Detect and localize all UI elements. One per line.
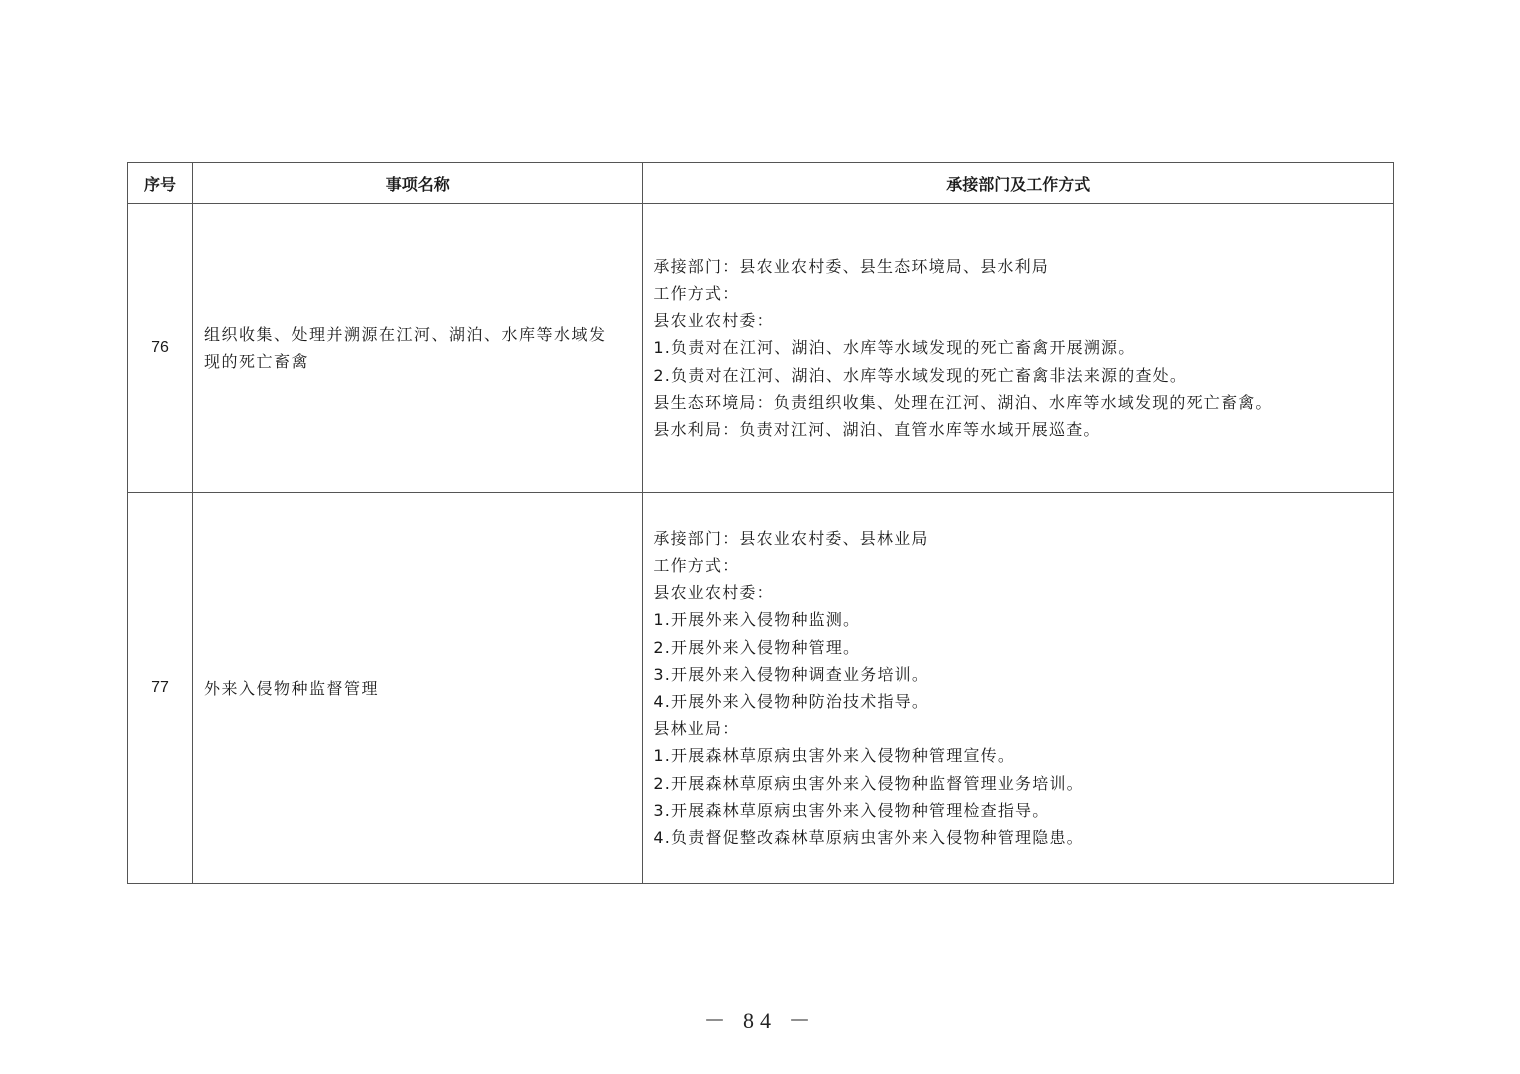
table-header-row	[128, 163, 1394, 204]
matter-name-line: 组织收集、处理并溯源在江河、湖泊、水库等水域发	[204, 325, 607, 344]
dept-line: 4.负责督促整改森林草原病虫害外来入侵物种管理隐患。	[653, 828, 1084, 848]
dept-line: 1.开展外来入侵物种监测。	[653, 610, 861, 630]
header-department-and-method: 承接部门及工作方式	[643, 163, 1394, 204]
row-serial-number: 76	[128, 204, 193, 493]
dept-line: 县生态环境局：负责组织收集、处理在江河、湖泊、水库等水域发现的死亡畜禽。	[653, 392, 1273, 412]
row-matter-name	[193, 204, 643, 493]
header-serial-number: 序号	[128, 163, 193, 204]
row-department-method	[643, 204, 1394, 493]
table-row	[128, 493, 1394, 884]
page-number: － 84 －	[703, 1008, 817, 1033]
dept-line: 承接部门：县农业农村委、县生态环境局、县水利局	[653, 256, 1049, 276]
table-row	[128, 204, 1394, 493]
dept-line: 2.开展外来入侵物种管理。	[653, 637, 861, 657]
matter-name-line: 外来入侵物种监督管理	[204, 678, 380, 698]
matters-table	[127, 162, 1394, 884]
row-department-method	[643, 493, 1394, 884]
dept-line: 4.开展外来入侵物种防治技术指导。	[653, 692, 930, 711]
dept-line: 县水利局：负责对江河、湖泊、直管水库等水域开展巡查。	[653, 420, 1101, 439]
dept-line: 县林业局：	[653, 719, 740, 739]
dept-line: 工作方式：	[653, 283, 740, 303]
dept-line: 2.负责对在江河、湖泊、水库等水域发现的死亡畜禽非法来源的查处。	[653, 365, 1188, 385]
dept-line: 县农业农村委：	[653, 311, 774, 331]
matter-name-line: 现的死亡畜禽	[204, 352, 310, 371]
dept-line: 1.负责对在江河、湖泊、水库等水域发现的死亡畜禽开展溯源。	[653, 338, 1136, 358]
header-matter-name: 事项名称	[193, 163, 643, 204]
dept-line: 承接部门：县农业农村委、县林业局	[653, 528, 929, 548]
dept-line: 县农业农村委：	[653, 583, 774, 603]
dept-line: 3.开展外来入侵物种调查业务培训。	[653, 664, 930, 684]
dept-line: 1.开展森林草原病虫害外来入侵物种管理宣传。	[653, 746, 1016, 766]
dept-line: 2.开展森林草原病虫害外来入侵物种监督管理业务培训。	[653, 773, 1084, 793]
dept-line: 3.开展森林草原病虫害外来入侵物种管理检查指导。	[653, 800, 1050, 820]
row-matter-name	[193, 493, 643, 884]
row-serial-number: 77	[128, 493, 193, 884]
dept-line: 工作方式：	[653, 555, 740, 575]
